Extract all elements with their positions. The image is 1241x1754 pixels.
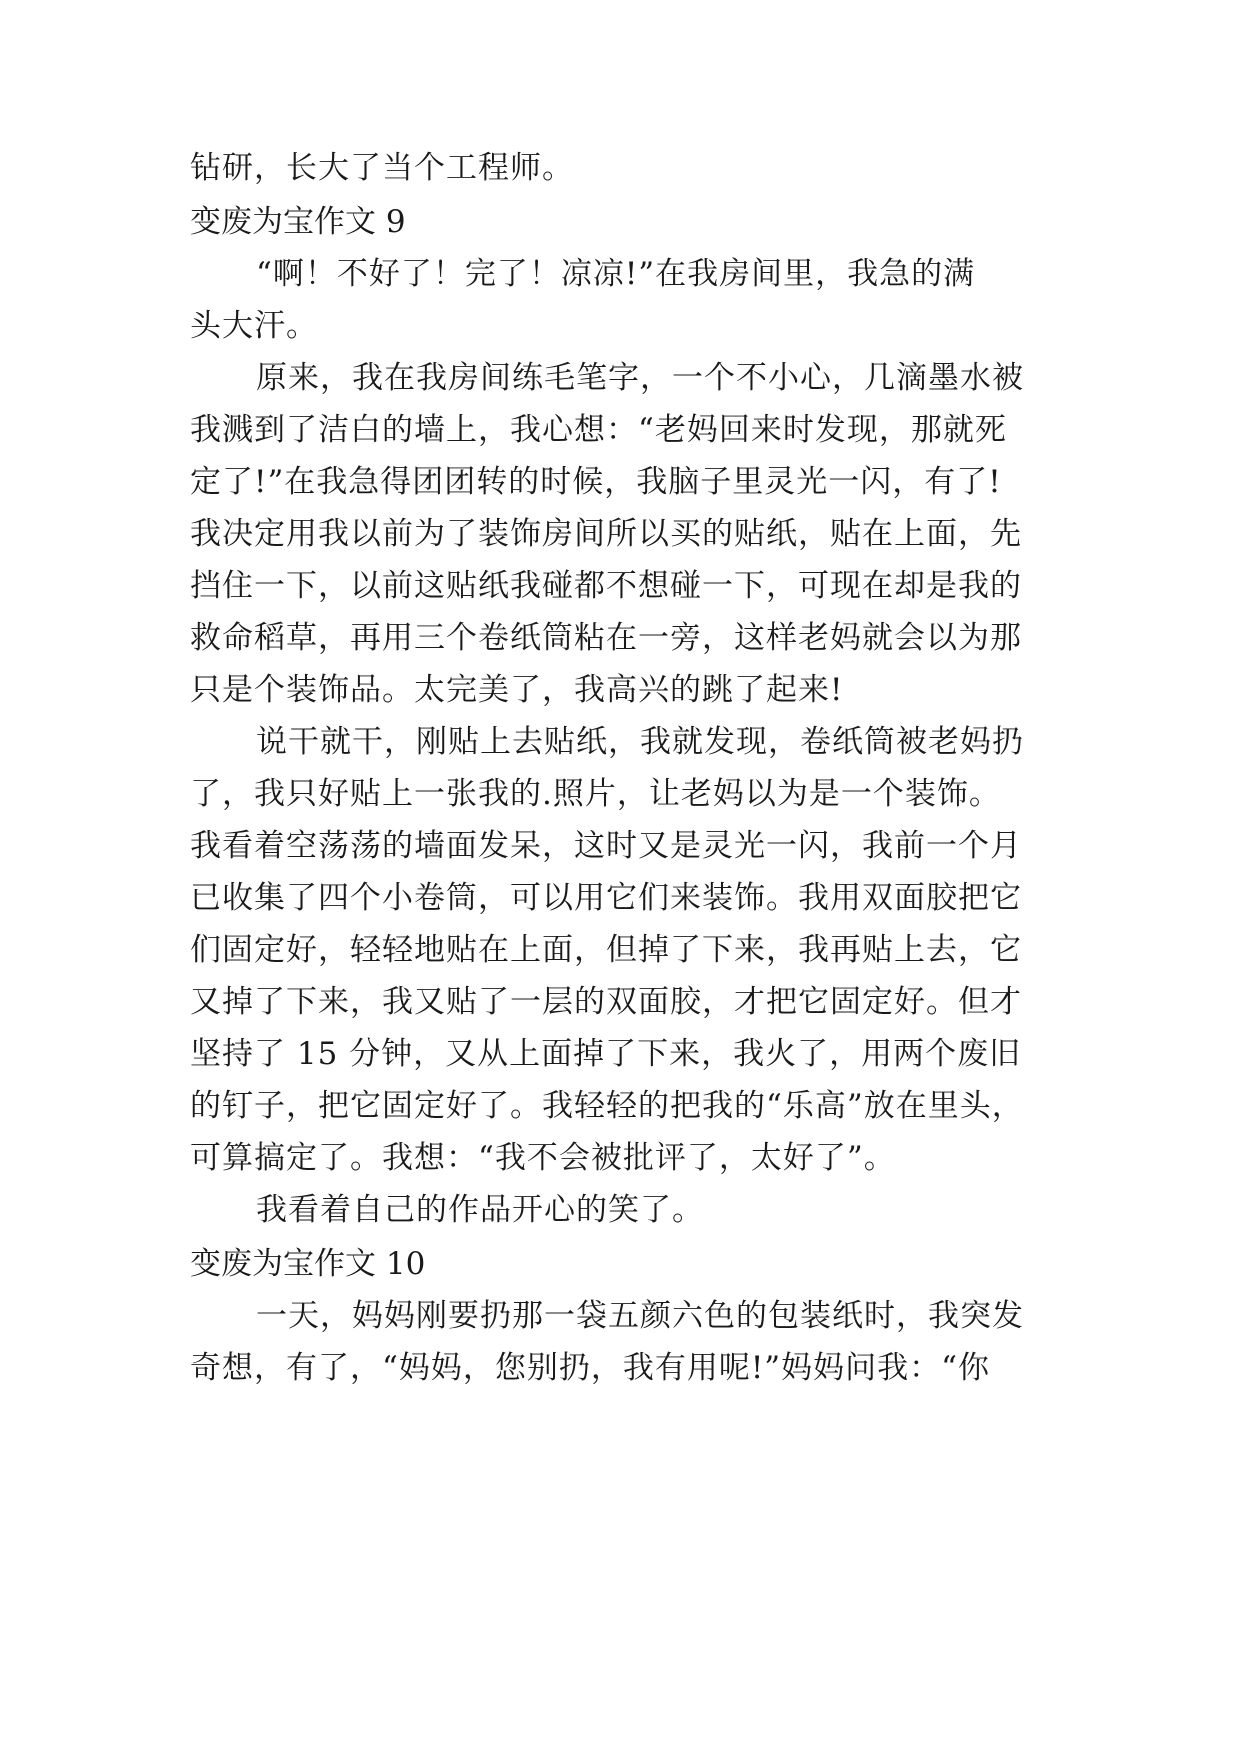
text-line: 说干就干，刚贴上去贴纸，我就发现，卷纸筒被老妈扔 <box>256 724 1024 760</box>
text-line: “啊！不好了！完了！凉凉!”在我房间里，我急的满 <box>256 256 976 292</box>
text-line: 奇想，有了，“妈妈，您别扔，我有用呢!”妈妈问我：“你 <box>190 1350 990 1386</box>
text-line: 救命稻草，再用三个卷纸筒粘在一旁，这样老妈就会以为那 <box>190 620 1022 656</box>
text-line: 我看着空荡荡的墙面发呆，这时又是灵光一闪，我前一个月 <box>190 828 1022 864</box>
text-line: 挡住一下，以前这贴纸我碰都不想碰一下，可现在却是我的 <box>190 568 1022 604</box>
text-line: 又掉了下来，我又贴了一层的双面胶，才把它固定好。但才 <box>190 984 1022 1020</box>
text-line: 只是个装饰品。太完美了，我高兴的跳了起来! <box>190 672 844 708</box>
section-heading: 变废为宝作文 9 <box>190 204 406 240</box>
text-line: 原来，我在我房间练毛笔字，一个不小心，几滴墨水被 <box>256 360 1024 396</box>
text-line: 了，我只好贴上一张我的.照片，让老妈以为是一个装饰。 <box>190 776 1001 812</box>
text-line: 可算搞定了。我想：“我不会被批评了，太好了”。 <box>190 1140 896 1176</box>
text-line: 头大汗。 <box>190 308 318 344</box>
text-line: 钻研，长大了当个工程师。 <box>190 150 574 186</box>
section-heading: 变废为宝作文 10 <box>190 1246 426 1282</box>
text-line: 一天，妈妈刚要扔那一袋五颜六色的包装纸时，我突发 <box>256 1298 1024 1334</box>
text-line: 们固定好，轻轻地贴在上面，但掉了下来，我再贴上去，它 <box>190 932 1022 968</box>
text-line: 坚持了 15 分钟，又从上面掉了下来，我火了，用两个废旧 <box>190 1036 1022 1072</box>
text-line: 已收集了四个小卷筒，可以用它们来装饰。我用双面胶把它 <box>190 880 1022 916</box>
text-line: 的钉子，把它固定好了。我轻轻的把我的“乐高”放在里头， <box>190 1088 1024 1124</box>
text-line: 我看着自己的作品开心的笑了。 <box>256 1192 704 1228</box>
text-line: 我决定用我以前为了装饰房间所以买的贴纸，贴在上面，先 <box>190 516 1022 552</box>
text-line: 我溅到了洁白的墙上，我心想：“老妈回来时发现，那就死 <box>190 412 1007 448</box>
text-line: 定了!”在我急得团团转的时候，我脑子里灵光一闪，有了! <box>190 464 1002 500</box>
